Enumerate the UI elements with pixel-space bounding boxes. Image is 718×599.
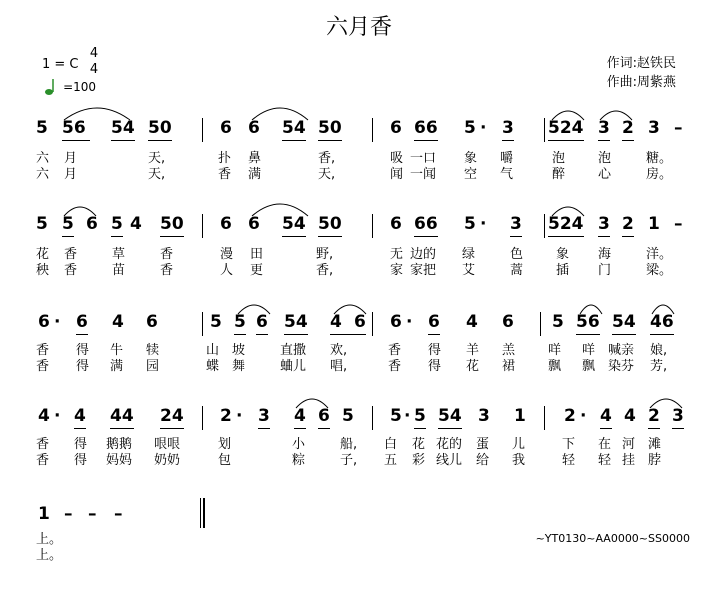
underline — [318, 140, 342, 141]
tempo-marking — [44, 76, 96, 97]
lyric: 坡 — [232, 343, 246, 358]
lyric: 一口 — [410, 151, 437, 166]
lyric: 飘 — [582, 359, 596, 374]
lyric: 苗 — [112, 263, 126, 278]
lyric: 吸 — [390, 151, 404, 166]
sustain-dash: – — [64, 504, 73, 524]
lyric: 扑 — [218, 151, 232, 166]
score-line-1 — [0, 118, 718, 208]
lyric: 蒿 — [510, 263, 524, 278]
lyric: 空 — [464, 167, 478, 182]
lyric: 花 — [36, 247, 50, 262]
credits — [607, 54, 676, 92]
lyric: 喊亲 — [608, 343, 635, 358]
lyric: 线儿 — [436, 453, 463, 468]
underline — [282, 140, 306, 141]
dot: · — [54, 312, 61, 332]
lyric: 香 — [64, 247, 78, 262]
lyric: 羔 — [502, 343, 516, 358]
score-line-2 — [0, 214, 718, 304]
lyric: 香 — [218, 167, 232, 182]
dot: · — [54, 406, 61, 426]
lyric: 唱, — [330, 359, 348, 374]
note: 50 — [318, 214, 342, 234]
lyric: 子, — [340, 453, 358, 468]
note: 50 — [160, 214, 184, 234]
bar-line — [202, 214, 203, 238]
lyric: 天, — [318, 167, 336, 182]
lyric: 在 — [598, 437, 612, 452]
lyric: 妈妈 — [106, 453, 133, 468]
note: 56 — [576, 312, 600, 332]
lyric: 艾 — [462, 263, 476, 278]
lyric: 得 — [428, 359, 442, 374]
dot: · — [480, 118, 487, 138]
lyric: 闻 — [390, 167, 404, 182]
note: 6 — [38, 312, 50, 332]
note: 5 — [36, 118, 48, 138]
lyric: 划 — [218, 437, 232, 452]
note: 3 — [598, 214, 610, 234]
note: 66 — [414, 214, 438, 234]
bar-line — [372, 214, 373, 238]
underline — [258, 428, 270, 429]
note: 54 — [612, 312, 636, 332]
lyric: 轻 — [562, 453, 576, 468]
lyric: 海 — [598, 247, 612, 262]
lyric: 蛐儿 — [280, 359, 307, 374]
time-signature — [88, 46, 100, 78]
lyric: 牛 — [110, 343, 124, 358]
final-bar-thin — [200, 498, 201, 528]
note: 3 — [510, 214, 522, 234]
lyric: 满 — [248, 167, 262, 182]
lyric: 香 — [64, 263, 78, 278]
lyric: 色 — [510, 247, 524, 262]
lyric: 欢, — [330, 343, 348, 358]
underline — [294, 428, 306, 429]
tempo-value: =100 — [63, 80, 97, 94]
note: 3 — [258, 406, 270, 426]
time-signature-bottom: 4 — [89, 62, 99, 77]
note: 2 — [648, 406, 660, 426]
note: 6 — [248, 118, 260, 138]
lyric: 娘, — [650, 343, 668, 358]
note: 5 — [464, 214, 476, 234]
underline — [111, 236, 123, 237]
underline — [622, 236, 634, 237]
lyric: 象 — [556, 247, 570, 262]
underline — [612, 334, 636, 335]
lyric: 得 — [76, 359, 90, 374]
lyric: 插 — [556, 263, 570, 278]
lyric: 天, — [148, 151, 166, 166]
lyric: 野, — [316, 247, 334, 262]
bar-line — [540, 312, 541, 336]
lyric: 香, — [318, 151, 336, 166]
note: 4 — [466, 312, 478, 332]
note: 2 — [564, 406, 576, 426]
lyric: 飘 — [548, 359, 562, 374]
underline — [598, 140, 610, 141]
lyric: 五 — [384, 453, 398, 468]
lyric: 醉 — [552, 167, 566, 182]
dot: · — [580, 406, 587, 426]
note: 1 — [648, 214, 660, 234]
note: 5 — [552, 312, 564, 332]
note: 5 — [390, 406, 402, 426]
note: 6 — [248, 214, 260, 234]
note: 6 — [220, 214, 232, 234]
note: 6 — [256, 312, 268, 332]
lyric: 嚼 — [500, 151, 514, 166]
lyric: 房。 — [646, 167, 673, 182]
lyric: 蝶 — [206, 359, 220, 374]
underline — [148, 140, 172, 141]
note: 50 — [318, 118, 342, 138]
note: 4 — [624, 406, 636, 426]
lyric: 直撒 — [280, 343, 307, 358]
note: 3 — [478, 406, 490, 426]
bar-line — [202, 118, 203, 142]
note: 4 — [112, 312, 124, 332]
lyric: 心 — [598, 167, 612, 182]
lyric: 滩 — [648, 437, 662, 452]
note: 3 — [598, 118, 610, 138]
bar-line — [544, 406, 545, 430]
lyric: 泡 — [552, 151, 566, 166]
lyric: 象 — [464, 151, 478, 166]
note: 6 — [76, 312, 88, 332]
note: 6 — [390, 214, 402, 234]
note: 524 — [548, 214, 584, 234]
lyric: 家把 — [410, 263, 437, 278]
dot: · — [236, 406, 243, 426]
underline — [318, 236, 342, 237]
lyric: 香 — [388, 359, 402, 374]
note: 5 — [36, 214, 48, 234]
lyric: 鼻 — [248, 151, 262, 166]
note: 524 — [548, 118, 584, 138]
lyric: 染芬 — [608, 359, 635, 374]
lyric: 山 — [206, 343, 220, 358]
note: 24 — [160, 406, 184, 426]
note: 6 — [390, 118, 402, 138]
underline — [598, 236, 610, 237]
key-signature: 1 = C — [42, 57, 79, 72]
underline — [414, 428, 426, 429]
sustain-dash: – — [88, 504, 97, 524]
underline — [62, 236, 74, 237]
lyric: 犊 — [146, 343, 160, 358]
lyric: 满 — [110, 359, 124, 374]
underline — [438, 428, 462, 429]
lyric: 轻 — [598, 453, 612, 468]
lyric: 挂 — [622, 453, 636, 468]
note: 2 — [220, 406, 232, 426]
lyric: 咩 — [548, 343, 562, 358]
lyric: 糖。 — [646, 151, 673, 166]
lyric: 小 — [292, 437, 306, 452]
underline — [284, 334, 308, 335]
lyric: 给 — [476, 453, 490, 468]
underline — [510, 236, 522, 237]
note: 54 — [282, 118, 306, 138]
bar-line — [202, 406, 203, 430]
note: 4 — [130, 214, 142, 234]
note: 50 — [148, 118, 172, 138]
bar-line — [372, 312, 373, 336]
dot: · — [404, 406, 411, 426]
lyric: 得 — [74, 437, 88, 452]
underline — [160, 236, 184, 237]
sustain-dash: – — [114, 504, 123, 524]
dot: · — [480, 214, 487, 234]
underline — [548, 140, 584, 141]
note: 2 — [622, 118, 634, 138]
lyric: 羊 — [466, 343, 480, 358]
lyric: 河 — [622, 437, 636, 452]
underline — [672, 428, 684, 429]
lyric: 脖 — [648, 453, 662, 468]
lyric: 花 — [412, 437, 426, 452]
lyric: 更 — [250, 263, 264, 278]
note: 5 — [234, 312, 246, 332]
underline — [282, 236, 306, 237]
note: 4 — [294, 406, 306, 426]
note: 5 — [111, 214, 123, 234]
time-signature-top: 4 — [89, 46, 99, 61]
lyric: 哏哏 — [154, 437, 181, 452]
underline — [622, 140, 634, 141]
lyric: 香 — [36, 453, 50, 468]
lyric: 上。 — [36, 548, 63, 563]
lyric: 芳, — [650, 359, 668, 374]
file-code: ~YT0130~AA0000~SS0000 — [535, 532, 690, 545]
underline — [318, 428, 330, 429]
note: 6 — [220, 118, 232, 138]
lyric: 得 — [74, 453, 88, 468]
note: 1 — [38, 504, 50, 524]
underline — [414, 236, 438, 237]
note: 4 — [74, 406, 86, 426]
lyric: 花 — [466, 359, 480, 374]
note: 4 — [330, 312, 342, 332]
note: 54 — [282, 214, 306, 234]
underline — [548, 236, 584, 237]
underline — [576, 334, 600, 335]
lyric: 绿 — [462, 247, 476, 262]
lyric: 奶奶 — [154, 453, 181, 468]
underline — [160, 428, 184, 429]
underline — [76, 334, 88, 335]
underline — [330, 334, 366, 335]
note: 1 — [514, 406, 526, 426]
lyric: 香 — [36, 359, 50, 374]
lyric: 家 — [390, 263, 404, 278]
lyric: 气 — [500, 167, 514, 182]
quarter-note-icon — [44, 77, 58, 97]
lyric: 船, — [340, 437, 358, 452]
lyric: 泡 — [598, 151, 612, 166]
note: 4 — [38, 406, 50, 426]
lyric: 香 — [36, 343, 50, 358]
lyric: 彩 — [412, 453, 426, 468]
underline — [428, 334, 440, 335]
underline — [414, 140, 438, 141]
note: 56 — [62, 118, 86, 138]
note: 54 — [111, 118, 135, 138]
underline — [110, 428, 134, 429]
note: 54 — [438, 406, 462, 426]
note: 5 — [342, 406, 354, 426]
lyric: 得 — [76, 343, 90, 358]
lyric: 白 — [384, 437, 398, 452]
lyric: 边的 — [410, 247, 437, 262]
lyric: 香, — [316, 263, 334, 278]
lyric: 园 — [146, 359, 160, 374]
note: 5 — [210, 312, 222, 332]
note: 46 — [650, 312, 674, 332]
underline — [600, 428, 612, 429]
lyric: 香 — [388, 343, 402, 358]
bar-line — [372, 118, 373, 142]
bar-line — [202, 312, 203, 336]
note: 2 — [622, 214, 634, 234]
lyric: 梁。 — [646, 263, 673, 278]
note: 5 — [464, 118, 476, 138]
sustain-dash: – — [674, 214, 683, 234]
lyric: 天, — [148, 167, 166, 182]
lyric: 香 — [36, 437, 50, 452]
underline — [111, 140, 135, 141]
lyric: 裙 — [502, 359, 516, 374]
lyric: 我 — [512, 453, 526, 468]
lyric: 无 — [390, 247, 404, 262]
lyric: 舞 — [232, 359, 246, 374]
lyric: 一闻 — [410, 167, 437, 182]
underline — [74, 428, 86, 429]
note: 6 — [318, 406, 330, 426]
underline — [234, 334, 246, 335]
score-line-4 — [0, 406, 718, 496]
lyric: 得 — [428, 343, 442, 358]
lyric: 六 — [36, 151, 50, 166]
final-bar-thick — [203, 498, 205, 528]
lyric: 草 — [112, 247, 126, 262]
lyric: 香 — [160, 263, 174, 278]
note: 6 — [502, 312, 514, 332]
lyric: 蛋 — [476, 437, 490, 452]
underline — [650, 334, 674, 335]
note: 44 — [110, 406, 134, 426]
lyric: 六 — [36, 167, 50, 182]
lyric: 田 — [250, 247, 264, 262]
note: 6 — [390, 312, 402, 332]
underline — [648, 428, 660, 429]
note: 6 — [146, 312, 158, 332]
bar-line — [544, 214, 545, 238]
note: 6 — [428, 312, 440, 332]
lyric: 洋。 — [646, 247, 673, 262]
lyric: 漫 — [220, 247, 234, 262]
note: 3 — [672, 406, 684, 426]
underline — [62, 140, 90, 141]
note: 6 — [354, 312, 366, 332]
lyric: 月 — [64, 167, 78, 182]
lyric: 香 — [160, 247, 174, 262]
lyric: 包 — [218, 453, 232, 468]
lyric: 鹅鹅 — [106, 437, 133, 452]
note: 5 — [414, 406, 426, 426]
lyric: 咩 — [582, 343, 596, 358]
song-title: 六月香 — [325, 15, 392, 40]
bar-line — [372, 406, 373, 430]
note: 6 — [86, 214, 98, 234]
note: 66 — [414, 118, 438, 138]
note: 3 — [502, 118, 514, 138]
underline — [502, 140, 514, 141]
lyric: 粽 — [292, 453, 306, 468]
lyric: 儿 — [512, 437, 526, 452]
dot: · — [406, 312, 413, 332]
composer: 作曲:周紫燕 — [606, 75, 676, 90]
lyric: 人 — [220, 263, 234, 278]
underline — [256, 334, 268, 335]
lyric: 门 — [598, 263, 612, 278]
score-line-5 — [0, 504, 718, 594]
lyric: 月 — [64, 151, 78, 166]
bar-line — [544, 118, 545, 142]
lyric: 上。 — [36, 532, 63, 547]
lyric: 下 — [562, 437, 576, 452]
lyricist: 作词:赵铁民 — [606, 56, 676, 71]
note: 54 — [284, 312, 308, 332]
note: 5 — [62, 214, 74, 234]
note: 3 — [648, 118, 660, 138]
note: 4 — [600, 406, 612, 426]
sustain-dash: – — [674, 118, 683, 138]
score-line-3 — [0, 312, 718, 402]
lyric: 秧 — [36, 263, 50, 278]
lyric: 花的 — [436, 437, 463, 452]
